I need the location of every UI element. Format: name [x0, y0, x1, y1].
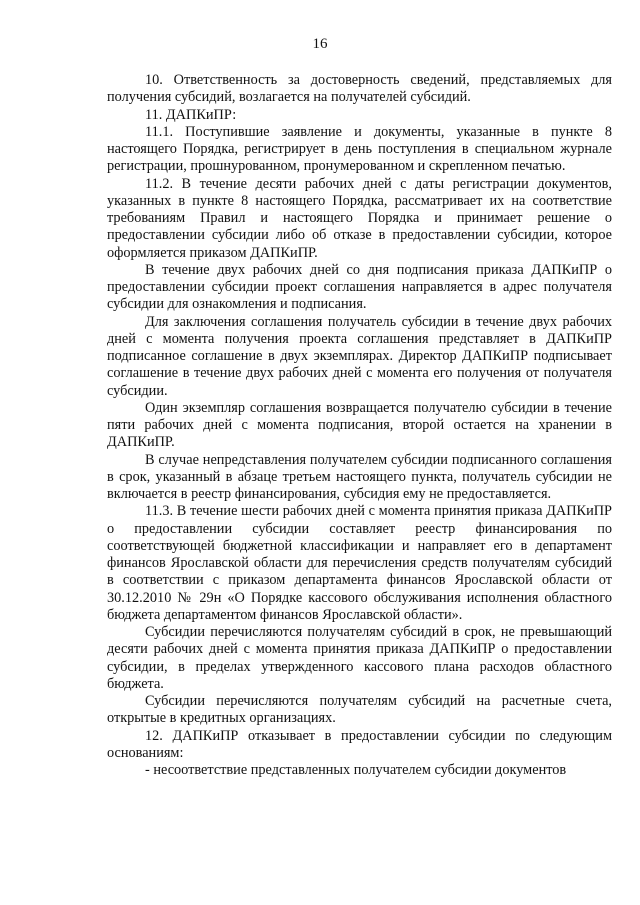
- document-body: [107, 72, 612, 779]
- paragraph-agreement-return: Один экземпляр соглашения возвращается получателю субсидии в течение пяти рабочих дней с момента подписания, второй остается на хранении в ДАПКиПР.: [107, 399, 612, 451]
- paragraph-11-2-review: 11.2. В течение десяти рабочих дней с даты регистрации документов, указанных в пункте 8 настоящего Порядка, рассматривает их на соответствие требованиям Правил и настоящего Порядка и принимает решение о предоставлении субсидии либо об отказе в предоставлении субсидии, которое оформляется приказом ДАПКиПР.: [107, 175, 612, 261]
- paragraph-refusal-item-1: - несоответствие представленных получателем субсидии документов: [145, 762, 567, 778]
- paragraph-12-refusal-grounds: 12. ДАПКиПР отказывает в предоставлении субсидии по следующим основаниям:: [107, 727, 612, 761]
- paragraph-10-responsibility: 10. Ответственность за достоверность сведений, представляемых для получения субсидий, возлагается на получателей субсидий.: [107, 72, 612, 106]
- paragraph-transfer-accounts: Субсидии перечисляются получателям субсидий на расчетные счета, открытые в кредитных организациях.: [107, 693, 612, 727]
- paragraph-11-3-financing-register: 11.3. В течение шести рабочих дней с момента принятия приказа ДАПКиПР о предоставлении субсидии составляет реестр финансирования по соответствующей бюджетной классификации и направляет его в департамент финансов Ярославской области для перечисления средств получателям субсидий в соответствии с приказом департамента финансов Ярославской области от 30.12.2010 № 29н «О Порядке кассового обслуживания исполнения областного бюджета департаментом финансов Ярославской области».: [107, 503, 612, 623]
- paragraph-transfer-term: Субсидии перечисляются получателям субсидий в срок, не превышающий десяти рабочих дней с момента принятия приказа ДАПКиПР о предоставлении субсидии, в пределах утвержденного кассового плана расходов областного бюджета.: [107, 624, 612, 692]
- paragraph-agreement-sending: В течение двух рабочих дней со дня подписания приказа ДАПКиПР о предоставлении субсидии проект соглашения направляется в адрес получателя субсидии для ознакомления и подписания.: [107, 261, 612, 313]
- page-number: 16: [312, 36, 328, 52]
- paragraph-non-submission: В случае непредставления получателем субсидии подписанного соглашения в срок, указанный в абзаце третьем настоящего пункта, получатель субсидии не включается в реестр финансирования, субсидия ему не предоставляется.: [107, 451, 612, 502]
- paragraph-11-heading: 11. ДАПКиПР:: [145, 106, 237, 123]
- paragraph-11-1-registration: 11.1. Поступившие заявление и документы, указанные в пункте 8 настоящего Порядка, регистрирует в день поступления в специальном журнале регистрации, прошнурованном, пронумерованном и скрепленном печатью.: [107, 123, 612, 175]
- paragraph-agreement-signing: Для заключения соглашения получатель субсидии в течение двух рабочих дней с момента получения проекта соглашения представляет в ДАПКиПР подписанное соглашение в двух экземплярах. Директор ДАПКиПР подписывает соглашение в течение двух рабочих дней с момента его получения от получателя субсидии.: [107, 313, 612, 399]
